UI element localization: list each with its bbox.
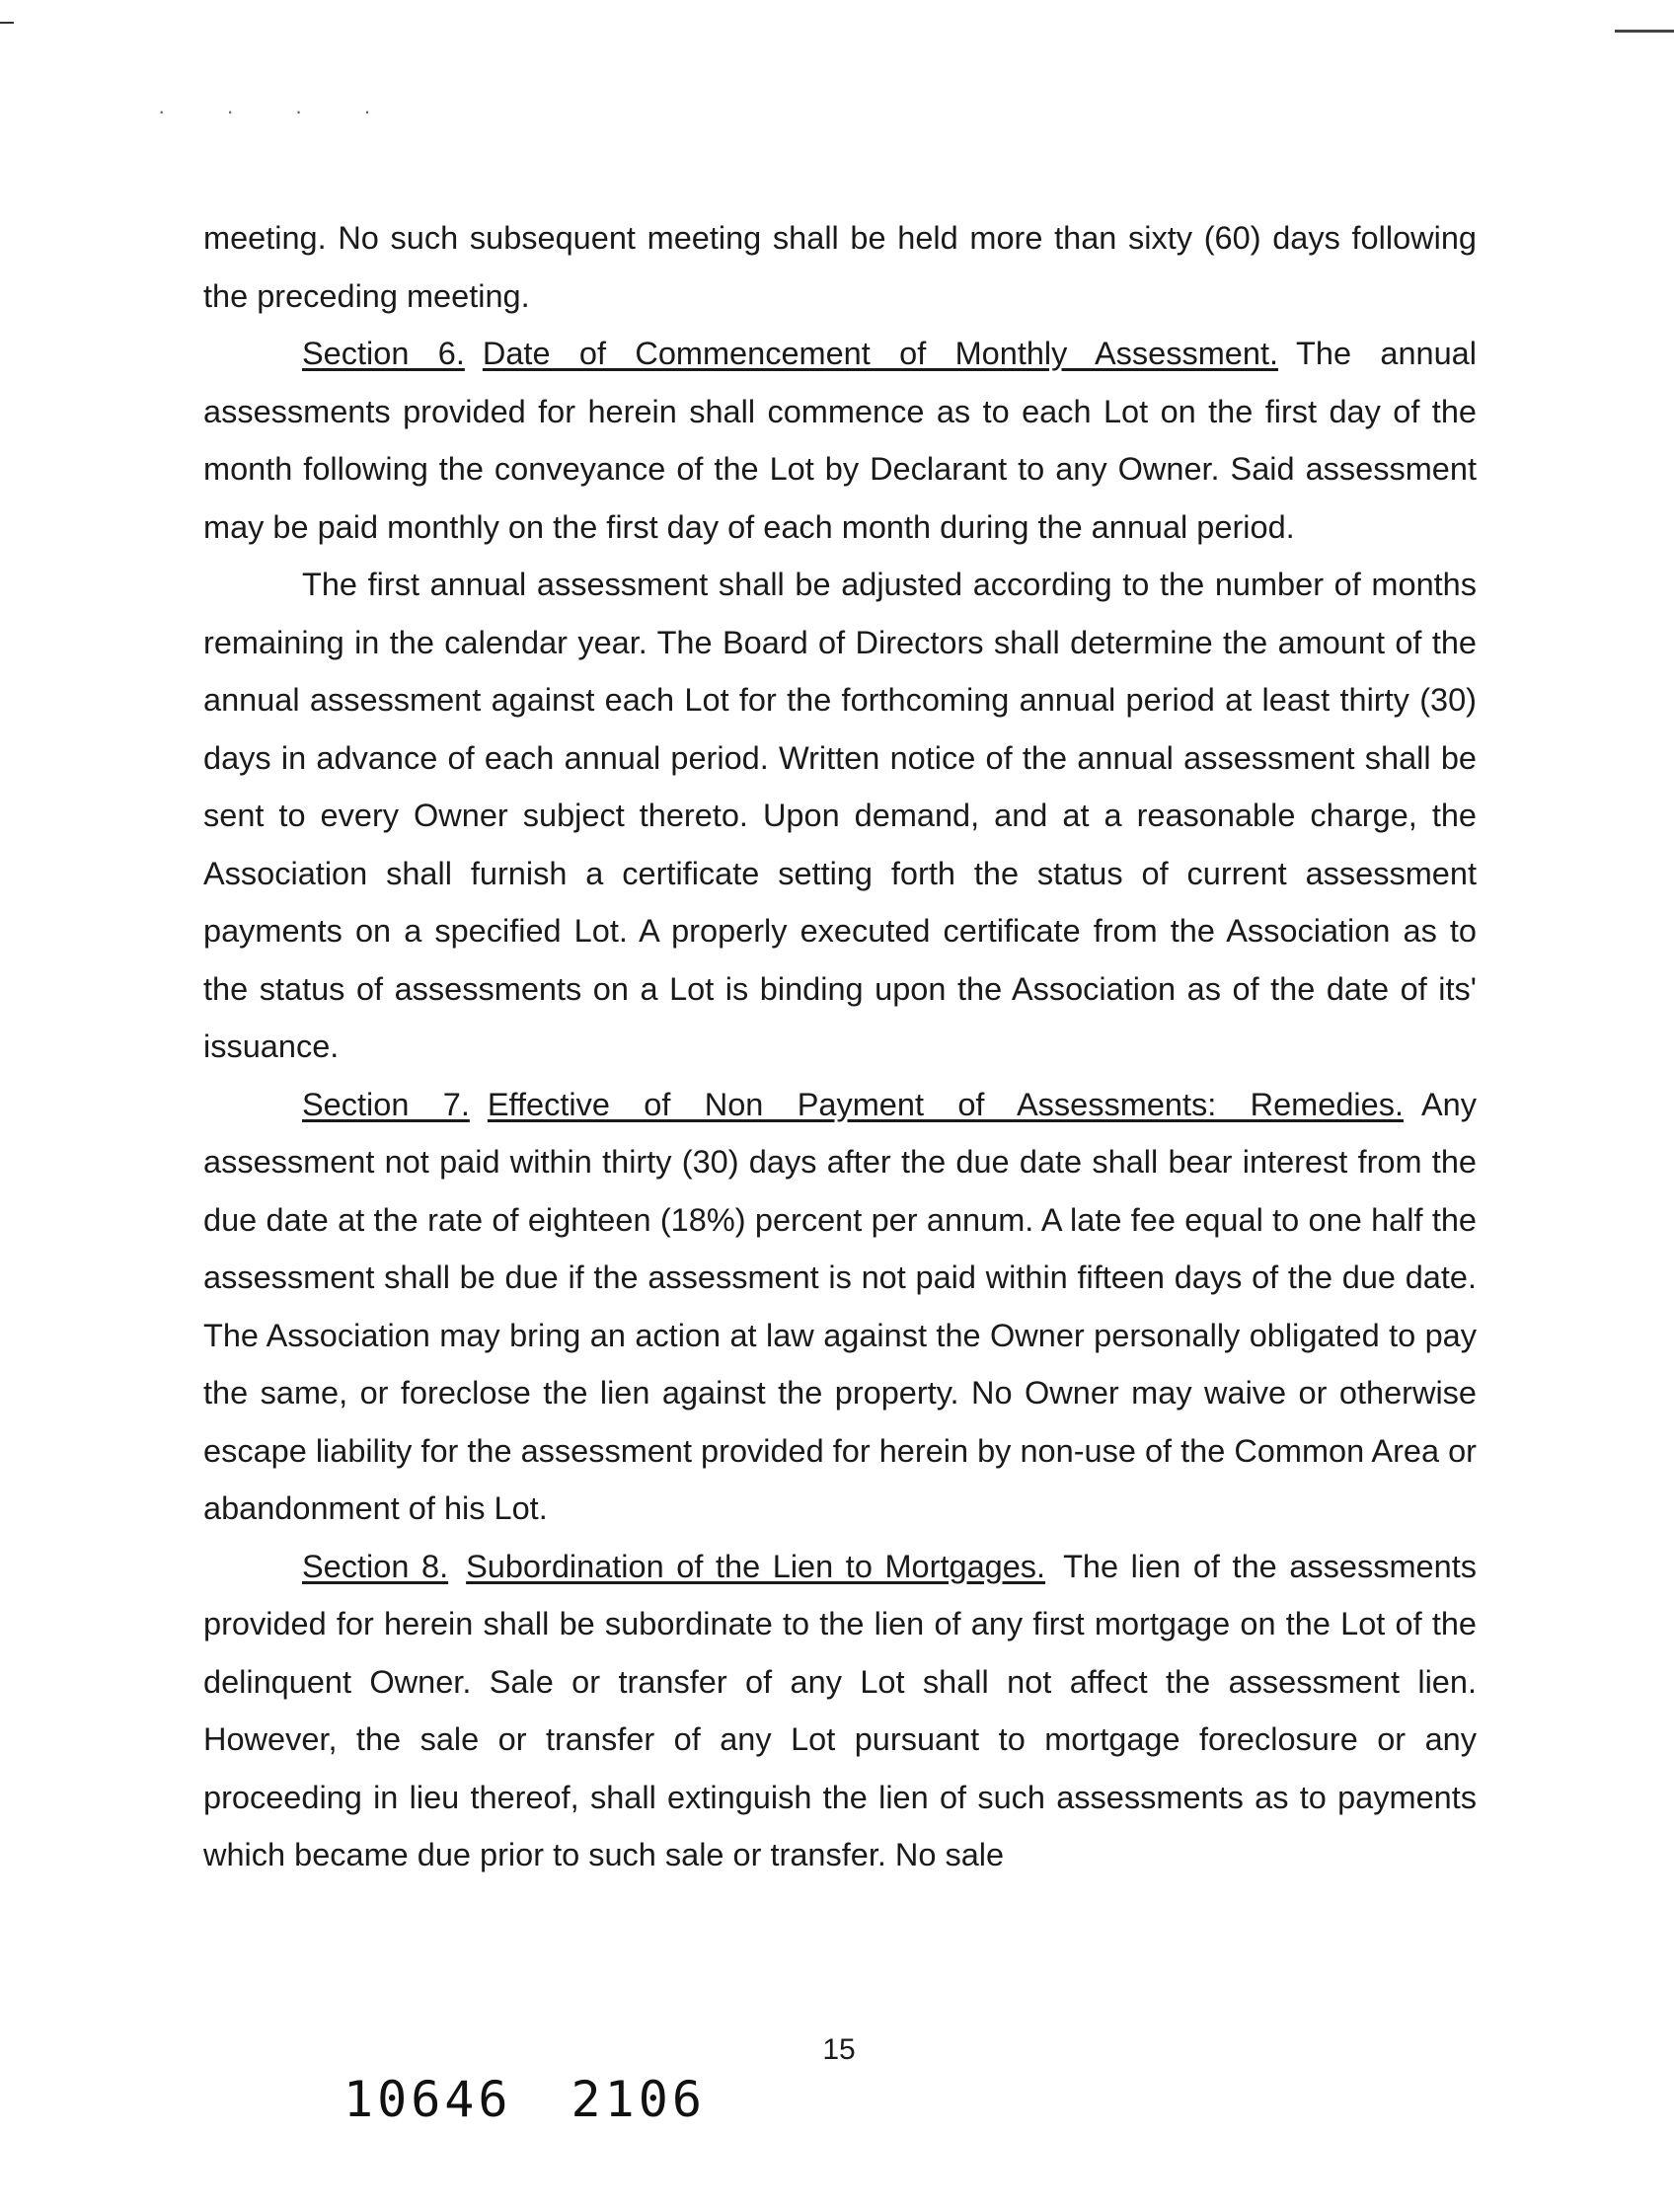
recording-stamp	[343, 2071, 706, 2128]
section-8-label: Section 8.	[302, 1548, 449, 1584]
section-7-heading: Effective of Non Payment of Assessments: Remedies.	[487, 1086, 1404, 1122]
paragraph-section-7	[203, 1076, 1477, 1538]
section-6-heading: Date of Commencement of Monthly Assessment.	[482, 336, 1279, 371]
section-7-text: Any assessment not paid within thirty (30) days after the due date shall bear interest from the due date at the rate of eighteen (18%) percent per annum. A late fee equal to one half the assessment shall be due if the assessment is not paid within fifteen days of the due date. The Association may bring an action at law against the Owner personally obligated to pay the same, or foreclose the lien against the property. No Owner may waive or otherwise escape liability for the assessment provided for herein by non-use of the Common Area or abandonment of his Lot.	[203, 1086, 1477, 1526]
section-8-text: The lien of the assessments provided for herein shall be subordinate to the lien of any first mortgage on the Lot of the delinquent Owner. Sale or transfer of any Lot shall not affect the assessment lien. However, the sale or transfer of any Lot pursuant to mortgage foreclosure or any proceeding in lieu thereof, shall extinguish the lien of such assessments as to payments which became due prior to such sale or transfer. No sale	[203, 1548, 1477, 1872]
paragraph-first-annual-assessment: The first annual assessment shall be adjusted according to the number of months remaining in the calendar year. The Board of Directors shall determine the amount of the annual assessment against each Lot for the forthcoming annual period at least thirty (30) days in advance of each annual period. Written notice of the annual assessment shall be sent to every Owner subject thereto. Upon demand, and at a reasonable charge, the Association shall furnish a certificate setting forth the status of current assessment payments on a specified Lot. A properly executed certificate from the Association as to the status of assessments on a Lot is binding upon the Association as of the date of its' issuance.	[203, 567, 1477, 1064]
recording-book: 10646	[343, 2071, 512, 2128]
paragraph-continuation: meeting. No such subsequent meeting shall be held more than sixty (60) days following the preceding meeting.	[203, 220, 1477, 314]
paragraph-section-6	[203, 325, 1477, 556]
scan-edge-mark	[1615, 30, 1674, 33]
section-6-text: The annual assessments provided for herein shall commence as to each Lot on the first day of the month following the conveyance of the Lot by Declarant to any Owner. Said assessment may be paid monthly on the first day of each month during the annual period.	[203, 336, 1477, 545]
paragraph-section-8	[203, 1538, 1477, 1884]
page-number: 15	[822, 2033, 856, 2066]
document-body	[203, 209, 1477, 1884]
section-8-heading: Subordination of the Lien to Mortgages.	[466, 1548, 1046, 1584]
scan-edge-mark	[0, 22, 14, 24]
recording-page: 2106	[571, 2071, 706, 2128]
section-6-label: Section 6.	[302, 336, 465, 371]
section-7-label: Section 7.	[302, 1086, 470, 1122]
scan-dots: · · · ·	[158, 99, 399, 123]
